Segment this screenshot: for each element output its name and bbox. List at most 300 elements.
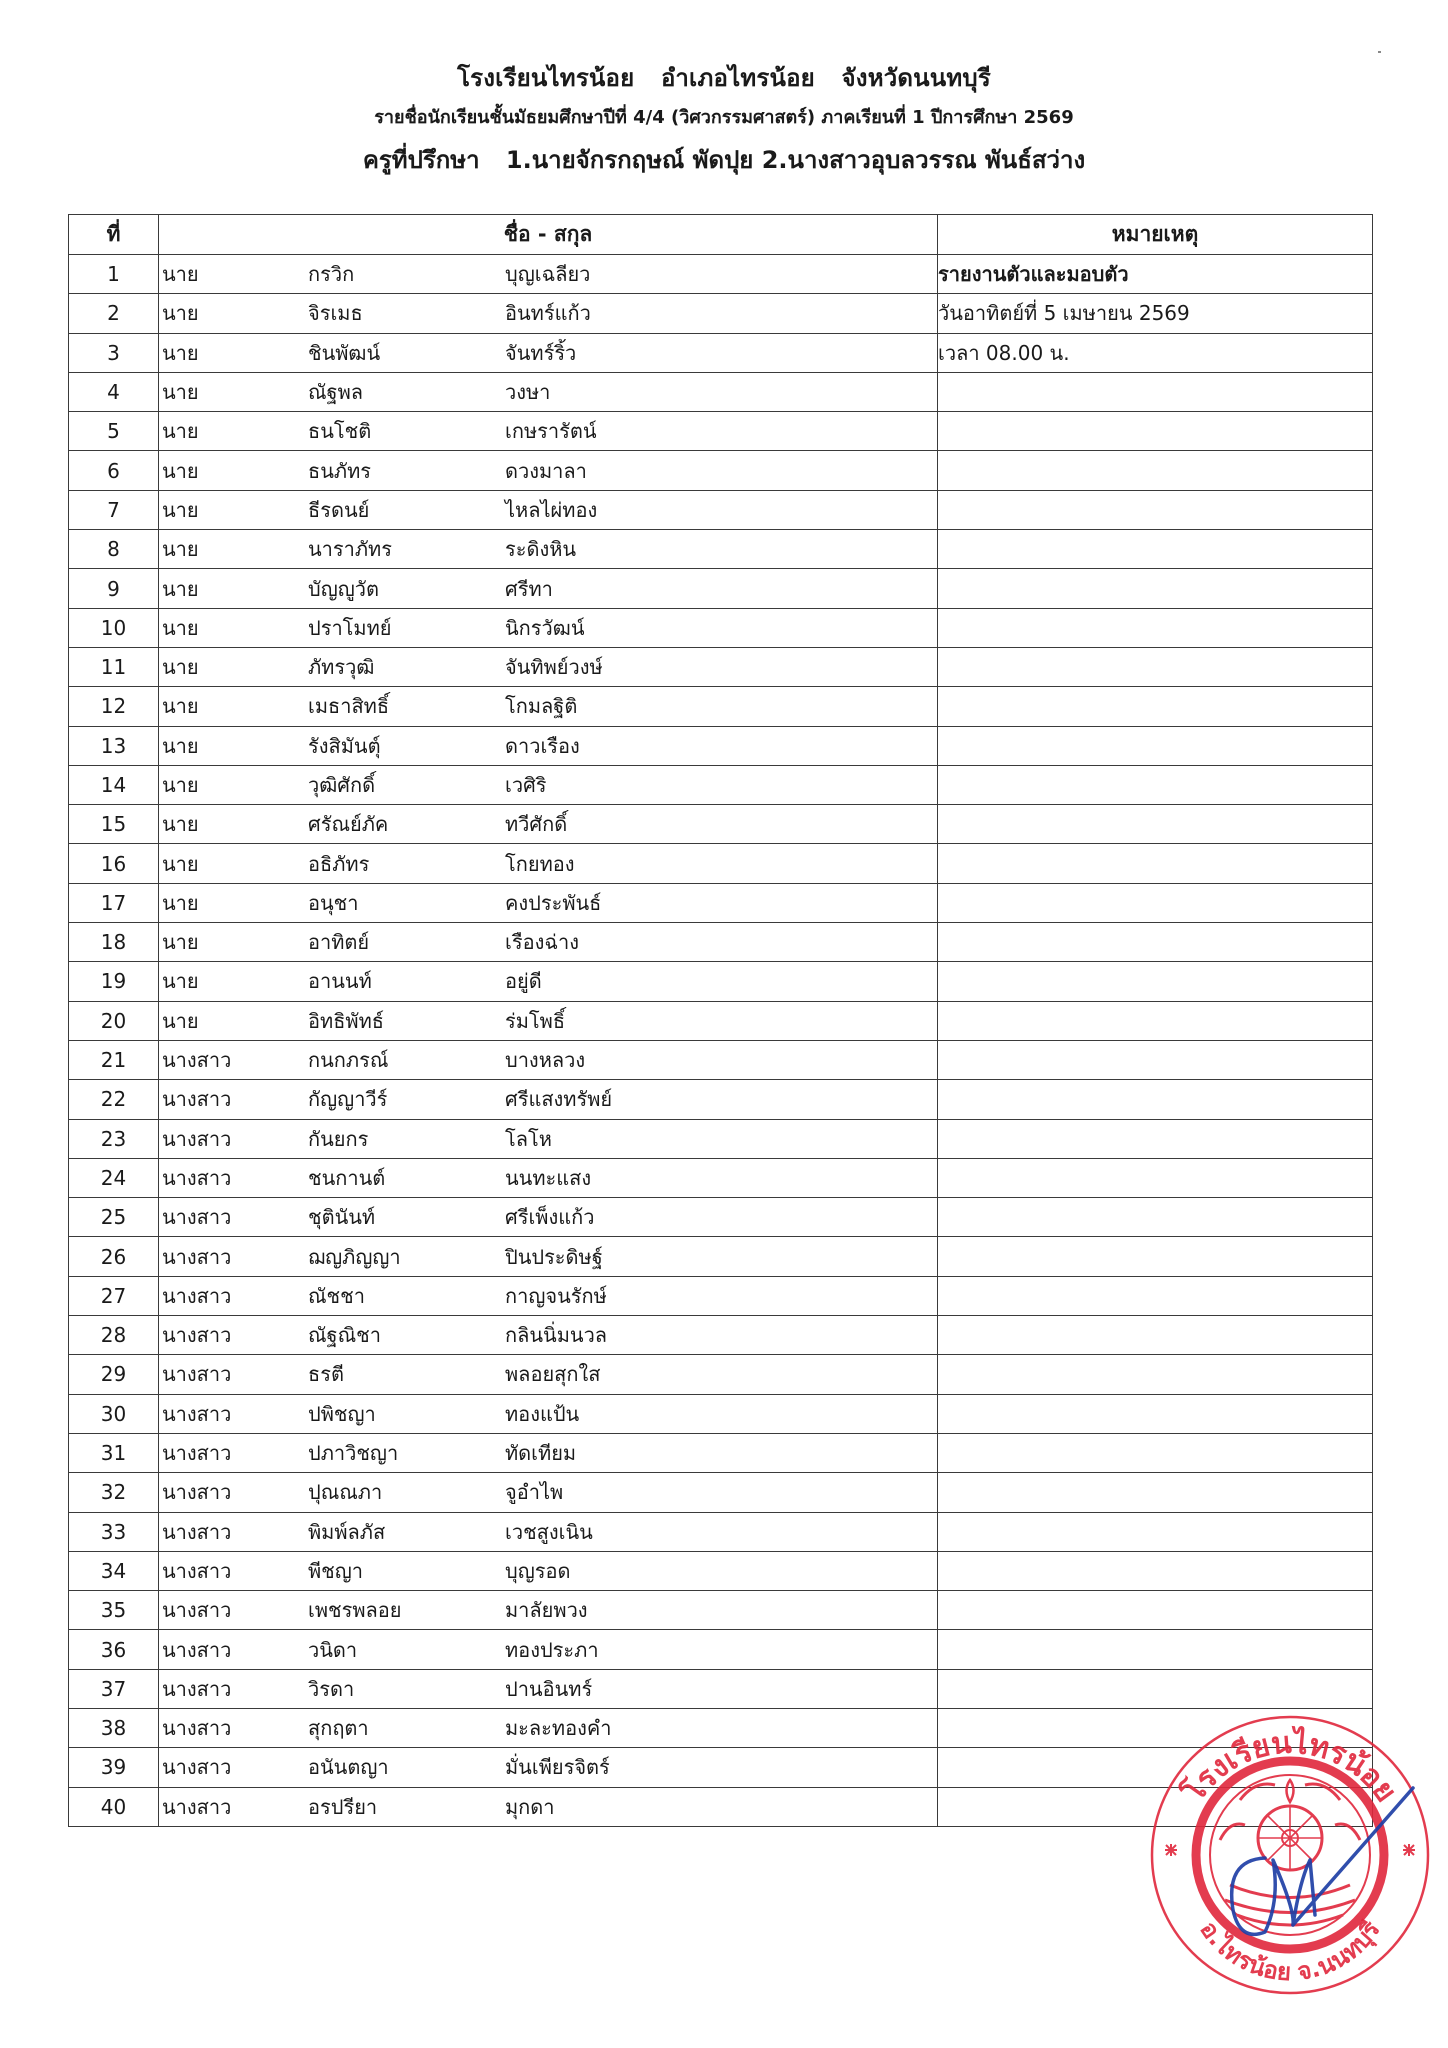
name-prefix: นาย xyxy=(162,497,199,522)
row-number: 8 xyxy=(69,530,159,569)
name-prefix: นาย xyxy=(162,262,199,287)
given-name: วุฒิศักดิ์ xyxy=(308,773,376,797)
remark-cell xyxy=(938,1316,1373,1355)
row-number: 4 xyxy=(69,372,159,411)
row-number: 37 xyxy=(69,1669,159,1708)
name-prefix: นาย xyxy=(162,615,199,640)
name-prefix: นางสาว xyxy=(162,1637,232,1662)
surname: มะละทองคำ xyxy=(505,1716,612,1741)
table-row xyxy=(69,1119,1373,1158)
row-number: 18 xyxy=(69,923,159,962)
given-name: ธนภัทร xyxy=(308,458,371,483)
remark-cell xyxy=(938,1787,1373,1826)
given-name: ปพิชญา xyxy=(308,1401,376,1426)
surname: เวศิริ xyxy=(505,773,547,797)
student-name-cell xyxy=(159,726,938,765)
student-name xyxy=(159,1080,937,1118)
student-name xyxy=(159,412,937,450)
remark-cell xyxy=(938,726,1373,765)
column-header-name: ชื่อ - สกุล xyxy=(159,215,938,255)
remark-cell xyxy=(938,1119,1373,1158)
table-row xyxy=(69,412,1373,451)
surname: กาญจนรักษ์ xyxy=(505,1283,607,1308)
row-number: 39 xyxy=(69,1748,159,1787)
surname: วงษา xyxy=(505,380,551,405)
student-name xyxy=(159,923,937,961)
table-row xyxy=(69,1669,1373,1708)
row-number: 21 xyxy=(69,1040,159,1079)
advisors-label: ครูที่ปรึกษา xyxy=(362,146,480,174)
student-roster-table xyxy=(68,214,1373,1827)
table-row xyxy=(69,490,1373,529)
name-prefix: นางสาว xyxy=(162,1323,232,1348)
student-name xyxy=(159,373,937,411)
surname: โกมลฐิติ xyxy=(505,694,578,719)
student-name xyxy=(159,766,937,804)
given-name: ชุตินันท์ xyxy=(308,1205,376,1230)
remark-cell xyxy=(938,1276,1373,1315)
table-row xyxy=(69,1512,1373,1551)
surname: ทวีศักดิ์ xyxy=(505,812,568,837)
surname: มั่นเพียรจิตร์ xyxy=(505,1755,610,1780)
student-name-cell xyxy=(159,530,938,569)
class-subtitle: รายชื่อนักเรียนชั้นมัธยมศึกษาปีที่ 4/4 (วิศวกรรมศาสตร์) ภาคเรียนที่ 1 ปีการศึกษา 2569 xyxy=(374,107,1074,128)
student-name-cell xyxy=(159,1080,938,1119)
given-name: จิรเมธ xyxy=(308,301,363,326)
student-name-cell xyxy=(159,962,938,1001)
name-prefix: นาย xyxy=(162,537,199,562)
surname: นิกรวัฒน์ xyxy=(505,615,585,640)
given-name: ณัฐพล xyxy=(308,380,364,405)
row-number: 32 xyxy=(69,1473,159,1512)
surname: ร่มโพธิ์ xyxy=(505,1008,566,1033)
remark-cell xyxy=(938,1591,1373,1630)
student-name xyxy=(159,1630,937,1668)
given-name: กันยกร xyxy=(308,1126,369,1151)
name-prefix: นางสาว xyxy=(162,1165,232,1190)
name-prefix: นางสาว xyxy=(162,1598,232,1623)
remark-cell xyxy=(938,372,1373,411)
given-name: อธิภัทร xyxy=(308,851,370,876)
given-name: รังสิมันต์ุ xyxy=(308,733,381,758)
surname: ปานอินทร์ xyxy=(505,1676,593,1701)
row-number: 3 xyxy=(69,333,159,372)
student-name-cell xyxy=(159,687,938,726)
student-name-cell xyxy=(159,883,938,922)
student-name xyxy=(159,1237,937,1275)
table-row xyxy=(69,805,1373,844)
name-prefix: นาย xyxy=(162,890,199,915)
given-name: นาราภัทร xyxy=(308,537,392,562)
surname: ทองแป้น xyxy=(505,1401,580,1426)
student-name-cell xyxy=(159,608,938,647)
given-name: ฌญภิญญา xyxy=(308,1244,401,1269)
surname: เวชสูงเนิน xyxy=(505,1519,593,1544)
school-name: โรงเรียนไทรน้อย xyxy=(457,64,635,92)
surname: โลโห xyxy=(505,1126,552,1151)
surname: อินทร์แก้ว xyxy=(505,301,591,326)
table-row xyxy=(69,1237,1373,1276)
given-name: พิมพ์ลภัส xyxy=(308,1519,386,1544)
student-name-cell xyxy=(159,923,938,962)
student-name-cell xyxy=(159,1276,938,1315)
remark-cell xyxy=(938,1669,1373,1708)
table-row xyxy=(69,530,1373,569)
scan-speck xyxy=(1378,51,1381,53)
surname: กลินนิ่มนวล xyxy=(505,1323,608,1348)
surname: อยู่ดี xyxy=(505,969,542,994)
name-prefix: นาย xyxy=(162,733,199,758)
stamp-bottom-text: อ.ไทรน้อย จ.นนทบุรี xyxy=(1194,1916,1386,1987)
surname: ทองประภา xyxy=(505,1637,599,1662)
name-prefix: นาย xyxy=(162,773,199,797)
row-number: 20 xyxy=(69,1001,159,1040)
student-name-cell xyxy=(159,1040,938,1079)
given-name: ภัทรวุฒิ xyxy=(308,655,375,680)
row-number: 14 xyxy=(69,765,159,804)
given-name: อาทิตย์ xyxy=(308,930,370,955)
surname: บุญเฉลียว xyxy=(505,262,591,287)
name-prefix: นางสาว xyxy=(162,1794,232,1819)
remark-cell xyxy=(938,962,1373,1001)
remark-cell xyxy=(938,1748,1373,1787)
table-row xyxy=(69,1551,1373,1590)
table-row xyxy=(69,1748,1373,1787)
student-name-cell xyxy=(159,1787,938,1826)
remark-cell xyxy=(938,844,1373,883)
row-number: 7 xyxy=(69,490,159,529)
student-name-cell xyxy=(159,1237,938,1276)
remark-cell xyxy=(938,1551,1373,1590)
row-number: 15 xyxy=(69,805,159,844)
student-name xyxy=(159,609,937,647)
surname: ไหลไผ่ทอง xyxy=(505,497,598,522)
row-number: 25 xyxy=(69,1198,159,1237)
name-prefix: นาย xyxy=(162,655,199,680)
given-name: ปราโมทย์ xyxy=(308,615,392,640)
name-prefix: นาย xyxy=(162,340,199,365)
name-prefix: นางสาว xyxy=(162,1441,232,1466)
table-row xyxy=(69,1394,1373,1433)
column-header-remark: หมายเหตุ xyxy=(938,215,1373,255)
table-row xyxy=(69,1433,1373,1472)
remark-cell xyxy=(938,608,1373,647)
row-number: 11 xyxy=(69,647,159,686)
name-prefix: นางสาว xyxy=(162,1205,232,1230)
remark-cell xyxy=(938,923,1373,962)
student-name-cell xyxy=(159,1355,938,1394)
table-row xyxy=(69,765,1373,804)
surname: โกยทอง xyxy=(505,851,575,876)
student-name-cell xyxy=(159,805,938,844)
student-name xyxy=(159,1670,937,1708)
row-number: 31 xyxy=(69,1433,159,1472)
remark-cell xyxy=(938,1198,1373,1237)
table-row xyxy=(69,569,1373,608)
province-name: จังหวัดนนทบุรี xyxy=(841,64,991,92)
surname: ศรีเพ็งแก้ว xyxy=(505,1205,595,1230)
remark-cell xyxy=(938,1630,1373,1669)
remark-cell xyxy=(938,1512,1373,1551)
given-name: บัญญูวัต xyxy=(308,576,379,601)
name-prefix: นางสาว xyxy=(162,1362,232,1387)
student-name-cell xyxy=(159,1001,938,1040)
table-row xyxy=(69,923,1373,962)
table-row xyxy=(69,1630,1373,1669)
given-name: สุกฤตา xyxy=(308,1716,369,1741)
surname: บุญรอด xyxy=(505,1558,571,1583)
given-name: ชินพัฒน์ xyxy=(308,340,381,365)
name-prefix: นาย xyxy=(162,812,199,837)
given-name: วิรดา xyxy=(308,1676,355,1701)
row-number: 9 xyxy=(69,569,159,608)
student-name-cell xyxy=(159,1394,938,1433)
given-name: อนันตญา xyxy=(308,1755,389,1780)
table-header-row xyxy=(69,215,1373,255)
row-number: 16 xyxy=(69,844,159,883)
student-name-cell xyxy=(159,569,938,608)
given-name: กัญญาวีร์ xyxy=(308,1087,388,1112)
surname: มาลัยพวง xyxy=(505,1598,588,1623)
student-name-cell xyxy=(159,1708,938,1747)
name-prefix: นางสาว xyxy=(162,1126,232,1151)
student-name xyxy=(159,844,937,882)
surname: ทัดเทียม xyxy=(505,1441,577,1466)
student-name-cell xyxy=(159,1433,938,1472)
given-name: ศรัณย์ภัค xyxy=(308,812,389,837)
student-name-cell xyxy=(159,372,938,411)
row-number: 13 xyxy=(69,726,159,765)
remark-cell xyxy=(938,1080,1373,1119)
name-prefix: นางสาว xyxy=(162,1755,232,1780)
given-name: วนิดา xyxy=(308,1637,358,1662)
remark-cell xyxy=(938,412,1373,451)
remark-cell xyxy=(938,687,1373,726)
name-prefix: นางสาว xyxy=(162,1558,232,1583)
row-number: 28 xyxy=(69,1316,159,1355)
student-name xyxy=(159,1473,937,1511)
student-name-cell xyxy=(159,1512,938,1551)
student-name xyxy=(159,1120,937,1158)
given-name: อนุชา xyxy=(308,890,359,915)
table-row xyxy=(69,1158,1373,1197)
student-name xyxy=(159,1552,937,1590)
remark-cell xyxy=(938,1473,1373,1512)
surname: บางหลวง xyxy=(505,1048,586,1073)
name-prefix: นาย xyxy=(162,380,199,405)
name-prefix: นางสาว xyxy=(162,1519,232,1544)
student-name xyxy=(159,1395,937,1433)
table-row xyxy=(69,1708,1373,1747)
student-name-cell xyxy=(159,1591,938,1630)
table-row xyxy=(69,1198,1373,1237)
remark-cell: รายงานตัวและมอบตัว xyxy=(938,255,1373,294)
student-name xyxy=(159,1002,937,1040)
remark-cell xyxy=(938,569,1373,608)
given-name: กรวิก xyxy=(308,262,355,287)
student-name-cell xyxy=(159,1198,938,1237)
student-name-cell xyxy=(159,255,938,294)
student-name xyxy=(159,962,937,1000)
remark-cell xyxy=(938,1708,1373,1747)
surname: จันทร์ริ้ว xyxy=(505,340,577,365)
name-prefix: นาย xyxy=(162,851,199,876)
row-number: 27 xyxy=(69,1276,159,1315)
student-name xyxy=(159,1709,937,1747)
surname: จันทิพย์วงษ์ xyxy=(505,655,603,680)
student-name xyxy=(159,648,937,686)
name-prefix: นาย xyxy=(162,576,199,601)
table-row xyxy=(69,1316,1373,1355)
stamp-top-text: โรงเรียนไทรน้อย xyxy=(1176,1725,1404,1809)
surname: ปินประดิษฐ์ xyxy=(505,1244,603,1269)
table-row xyxy=(69,962,1373,1001)
remark-cell xyxy=(938,1237,1373,1276)
given-name: เมธาสิทธิ์ xyxy=(308,694,390,719)
table-row xyxy=(69,1276,1373,1315)
row-number: 34 xyxy=(69,1551,159,1590)
student-name-cell xyxy=(159,1473,938,1512)
name-prefix: นางสาว xyxy=(162,1048,232,1073)
remark-cell xyxy=(938,451,1373,490)
row-number: 19 xyxy=(69,962,159,1001)
name-prefix: นางสาว xyxy=(162,1716,232,1741)
name-prefix: นาย xyxy=(162,694,199,719)
student-name xyxy=(159,1041,937,1079)
row-number: 12 xyxy=(69,687,159,726)
student-name xyxy=(159,451,937,489)
given-name: ธนโชติ xyxy=(308,419,372,444)
name-prefix: นางสาว xyxy=(162,1401,232,1426)
student-name xyxy=(159,1316,937,1354)
student-name xyxy=(159,491,937,529)
surname: เรืองฉ่าง xyxy=(505,930,579,955)
student-name xyxy=(159,805,937,843)
student-name xyxy=(159,687,937,725)
table-row xyxy=(69,608,1373,647)
surname: นนทะแสง xyxy=(505,1165,592,1190)
surname: ดาวเรือง xyxy=(505,733,580,758)
student-name xyxy=(159,727,937,765)
name-prefix: นางสาว xyxy=(162,1244,232,1269)
table-row xyxy=(69,1040,1373,1079)
row-number: 5 xyxy=(69,412,159,451)
student-name xyxy=(159,334,937,372)
surname: พลอยสุกใส xyxy=(505,1362,601,1387)
remark-cell: วันอาทิตย์ที่ 5 เมษายน 2569 xyxy=(938,294,1373,333)
given-name: พีชญา xyxy=(308,1558,364,1583)
student-name xyxy=(159,1355,937,1393)
svg-text:อ.ไทรน้อย จ.นนทบุรี xyxy=(1194,1916,1385,1986)
surname: ระดิงหิน xyxy=(505,537,577,562)
remark-cell xyxy=(938,530,1373,569)
student-name xyxy=(159,1198,937,1236)
name-prefix: นางสาว xyxy=(162,1283,232,1308)
given-name: เพชรพลอย xyxy=(308,1598,402,1623)
student-name-cell xyxy=(159,451,938,490)
surname: ศรีทา xyxy=(505,576,553,601)
student-name-cell xyxy=(159,333,938,372)
remark-cell xyxy=(938,1394,1373,1433)
student-name xyxy=(159,1159,937,1197)
name-prefix: นาย xyxy=(162,301,199,326)
table-row xyxy=(69,726,1373,765)
student-name-cell xyxy=(159,412,938,451)
student-name-cell xyxy=(159,1119,938,1158)
table-row xyxy=(69,1080,1373,1119)
given-name: กนกภรณ์ xyxy=(308,1048,389,1073)
student-name-cell xyxy=(159,490,938,529)
student-name-cell xyxy=(159,294,938,333)
student-name-cell xyxy=(159,1316,938,1355)
table-row xyxy=(69,1591,1373,1630)
given-name: ปุณณภา xyxy=(308,1480,383,1505)
table-row xyxy=(69,1787,1373,1826)
row-number: 35 xyxy=(69,1591,159,1630)
row-number: 2 xyxy=(69,294,159,333)
student-name-cell xyxy=(159,1158,938,1197)
remark-cell xyxy=(938,1433,1373,1472)
given-name: ชนกานต์ xyxy=(308,1165,386,1190)
given-name: ธีรดนย์ xyxy=(308,497,370,522)
given-name: อรปรียา xyxy=(308,1794,378,1819)
surname: ศรีแสงทรัพย์ xyxy=(505,1087,613,1112)
surname: คงประพันธ์ xyxy=(505,890,602,915)
row-number: 29 xyxy=(69,1355,159,1394)
district-name: อำเภอไทรน้อย xyxy=(660,64,815,92)
remark-cell xyxy=(938,805,1373,844)
student-name xyxy=(159,1434,937,1472)
given-name: ปภาวิชญา xyxy=(308,1441,399,1466)
table-row xyxy=(69,333,1373,372)
remark-cell: เวลา 08.00 น. xyxy=(938,333,1373,372)
remark-cell xyxy=(938,1355,1373,1394)
student-name xyxy=(159,1513,937,1551)
remark-cell xyxy=(938,1158,1373,1197)
name-prefix: นางสาว xyxy=(162,1087,232,1112)
student-name-cell xyxy=(159,1551,938,1590)
remark-cell xyxy=(938,1040,1373,1079)
name-prefix: นาย xyxy=(162,458,199,483)
student-name xyxy=(159,1748,937,1786)
advisors-names: 1.นายจักรกฤษณ์ พัดปุย 2.นางสาวอุบลวรรณ พันธ์สว่าง xyxy=(505,146,1086,174)
name-prefix: นาย xyxy=(162,1008,199,1033)
table-row xyxy=(69,687,1373,726)
row-number: 24 xyxy=(69,1158,159,1197)
student-name xyxy=(159,884,937,922)
table-row xyxy=(69,451,1373,490)
table-row xyxy=(69,1473,1373,1512)
student-name xyxy=(159,1277,937,1315)
student-name-cell xyxy=(159,844,938,883)
row-number: 22 xyxy=(69,1080,159,1119)
student-name xyxy=(159,1591,937,1629)
student-name xyxy=(159,1788,937,1826)
given-name: อิทธิพัทธ์ xyxy=(308,1008,384,1033)
table-row xyxy=(69,1001,1373,1040)
row-number: 36 xyxy=(69,1630,159,1669)
remark-cell xyxy=(938,883,1373,922)
student-name xyxy=(159,530,937,568)
given-name: ณัฐณิชา xyxy=(308,1323,381,1348)
table-row xyxy=(69,294,1373,333)
surname: เกษรารัตน์ xyxy=(505,419,597,444)
name-prefix: นาย xyxy=(162,419,199,444)
table-row xyxy=(69,883,1373,922)
remark-cell xyxy=(938,1001,1373,1040)
row-number: 6 xyxy=(69,451,159,490)
student-name-cell xyxy=(159,647,938,686)
